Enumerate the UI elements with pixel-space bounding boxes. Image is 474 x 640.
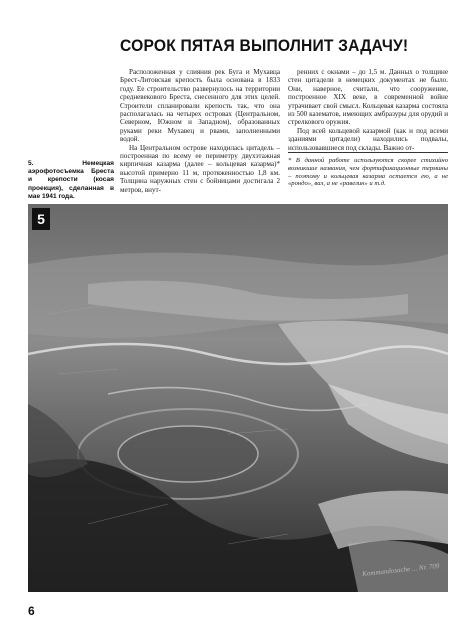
paragraph: На Центральном острове находилась цитадель – построенная по всему ее периметру двухэтажная кирпичная казарма (далее – кольцевая казарма)* высотой примерно 11 м, протяженностью 1,8 км. Толщина наружных стен с бойницами достигала 2 метров, внут- — [120, 143, 280, 194]
paragraph: Расположенная у слияния рек Буга и Мухавца Брест-Литовская крепость была основана в 1833 году. Ее строительство развернулось на территории средневекового Бреста, снесенного для этих целей. Строители спланировали крепость так, что она располагалась на четырех островах (Центральном, Северном, Южном и Западном), образованных руками реки Мухавец и рвами, заполненными водой. — [120, 68, 280, 144]
text-column-1 — [120, 68, 280, 194]
aerial-photo-image — [28, 204, 448, 592]
paragraph: Под всей кольцевой казармой (как и под всеми зданиями цитадели) находились подвалы, использовавшиеся под склады. Важно от- — [288, 126, 448, 152]
page-number: 6 — [28, 604, 35, 618]
page-title: СОРОК ПЯТАЯ ВЫПОЛНИТ ЗАДАЧУ! — [120, 36, 409, 55]
paragraph: ренних с окнами – до 1,5 м. Данных о толщине стен цитадели в немецких документах не было. Они, наверное, считали, что сооружение, построенное XIX веке, в современной войне утрачивает свой смысл. Кольцевая казарма состояла из 500 казематов, имеющих амбразуры для орудий и стрелкового оружия. — [288, 68, 448, 127]
aerial-photo — [28, 204, 448, 592]
footnote: * В данной работе используются скорее стихийно возникшие названия, чем фортификационные термины – поэтому и кольцевая казарма остается ею, а не «рондо», вал, а не «равелин» и т.д. — [288, 152, 448, 188]
photo-number-badge: 5 — [32, 208, 50, 230]
photo-caption: 5. Немецкая аэрофотосъемка Бреста и крепости (косая проекция), сделанная в мае 1941 года. — [28, 160, 114, 200]
photo-stamp: Kommandosache ... Nr. 709 — [362, 561, 441, 579]
text-column-2 — [288, 68, 448, 188]
